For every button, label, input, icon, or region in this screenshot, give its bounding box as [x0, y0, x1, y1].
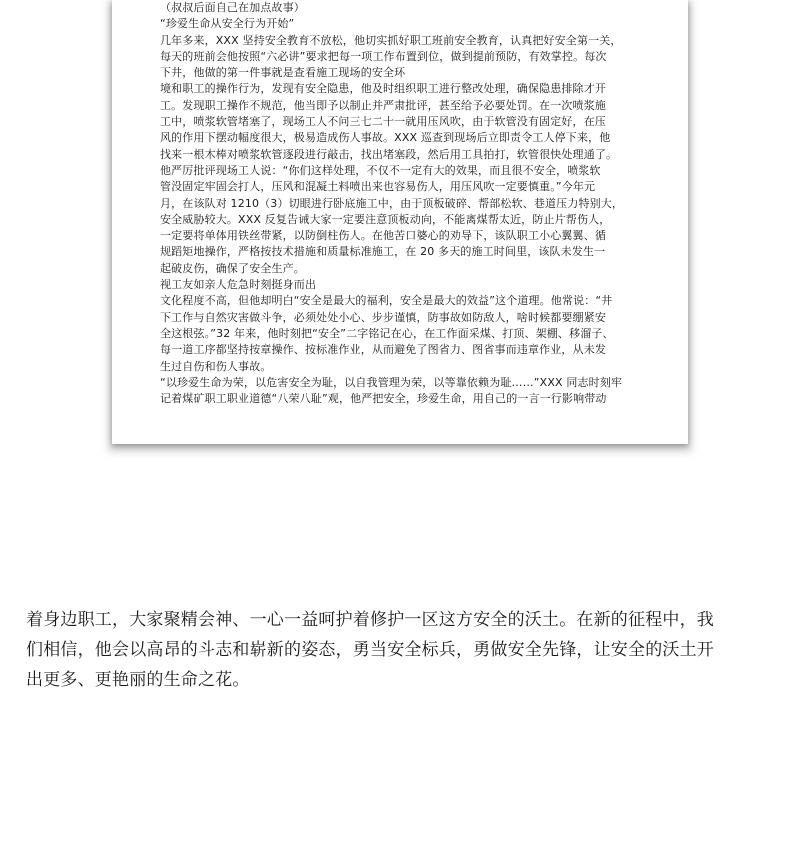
page-text-line: “以珍爱生命为荣，以危害安全为耻，以自我管理为荣，以等靠依赖为耻……”XXX 同志时刻牢 [160, 375, 623, 389]
page-text-line: 每一道工序都坚持按章操作、按标准作业，从而避免了图省力、图省事而违章作业，从未发 [160, 343, 606, 357]
page-text-line: 一定要将单体用铁丝带紧，以防倒柱伤人。在他苦口婆心的劝导下，该队职工小心翼翼、循 [160, 229, 606, 243]
document-page-image [112, 0, 688, 444]
page-text-line: “珍爱生命从安全行为开始” [160, 17, 295, 31]
document-page-text [160, 0, 640, 407]
page-text-line: 管没固定牢固会打人，压风和混凝土料喷出来也容易伤人，用压风吹一定要慎重。”今年元 [160, 180, 596, 194]
page-text-line: 工中，喷浆软管堵塞了，现场工人不问三七二十一就用压风吹，由于软管没有固定好，在压 [160, 115, 606, 129]
page-text-line: 月，在该队对 1210（3）切眼进行卧底施工中，由于顶板破碎、帮部松软、巷道压力特别大， [160, 196, 624, 210]
page-text-line: 找来一根木棒对喷浆软管逐段进行敲击，找出堵塞段，然后用工具拍打，软管很快处理通了。 [160, 147, 618, 161]
page-text-line: 境和职工的操作行为，发现有安全隐患，他及时组织职工进行整改处理，确保隐患排除才开 [160, 82, 606, 96]
page-text-line: 下工作与自然灾害做斗争，必须处处小心、步步谨慎，防事故如防敌人，啥时候都要绷紧安 [160, 310, 606, 324]
page-text-line: 下井，他做的第一件事就是查看施工现场的安全环 [160, 66, 406, 80]
page-text-line: 风的作用下摆动幅度很大，极易造成伤人事故。XXX 巡查到现场后立即责令工人停下来，他 [160, 131, 611, 145]
continuation-line: 出更多、更艳丽的生命之花。 [26, 670, 250, 690]
page-text-line: 工。发现职工操作不规范，他当即予以制止并严肃批评，甚至给予必要处罚。在一次喷浆施 [160, 98, 606, 112]
continuation-line: 着身边职工，大家聚精会神、一心一益呵护着修护一区这方安全的沃土。在新的征程中，我 [26, 610, 714, 630]
page-text-line: 生过自伤和伤人事故。 [160, 359, 272, 373]
page-text-line: 起破皮伤，确保了安全生产。 [160, 261, 305, 275]
page-text-line: 视工友如亲人危急时刻挺身而出 [160, 278, 317, 292]
page-text-line: 每天的班前会他按照“六必讲”要求把每一项工作布置到位，做到提前预防，有效掌控。每次 [160, 49, 607, 63]
page-text-line: 记着煤矿职工职业道德“八荣八耻”观，他严把安全，珍爱生命，用自己的一言一行影响带动 [160, 392, 607, 406]
page-text-line: 几年多来，XXX 坚持安全教育不放松，他切实抓好职工班前安全教育，认真把好安全第一关， [160, 33, 622, 47]
page-text-line: 规蹈矩地操作，严格按技术措施和质量标准施工，在 20 多天的施工时间里，该队未发生一 [160, 245, 606, 259]
page-text-line: 全这根弦。”32 年来，他时刻把“安全”二字铭记在心，在工作面采煤、打顶、架棚、移溜子、 [160, 326, 614, 340]
page-text-line: 文化程度不高，但他却明白“安全是最大的福利，安全是最大的效益”这个道理。他常说：“井 [160, 294, 613, 308]
continuation-line: 们相信，他会以高昂的斗志和崭新的姿态，勇当安全标兵，勇做安全先锋，让安全的沃土开 [26, 640, 714, 660]
page-text-line: 他严厉批评现场工人说：“你们这样处理，不仅不一定有大的效果，而且很不安全，喷浆软 [160, 163, 601, 177]
continuation-paragraph [26, 605, 778, 695]
page-text-line: （叔叔后面自己在加点故事） [160, 1, 305, 14]
page-text-line: 安全威胁较大。XXX 反复告诫大家一定要注意顶板动向，不能离煤帮太近，防止片帮伤人， [160, 212, 611, 226]
